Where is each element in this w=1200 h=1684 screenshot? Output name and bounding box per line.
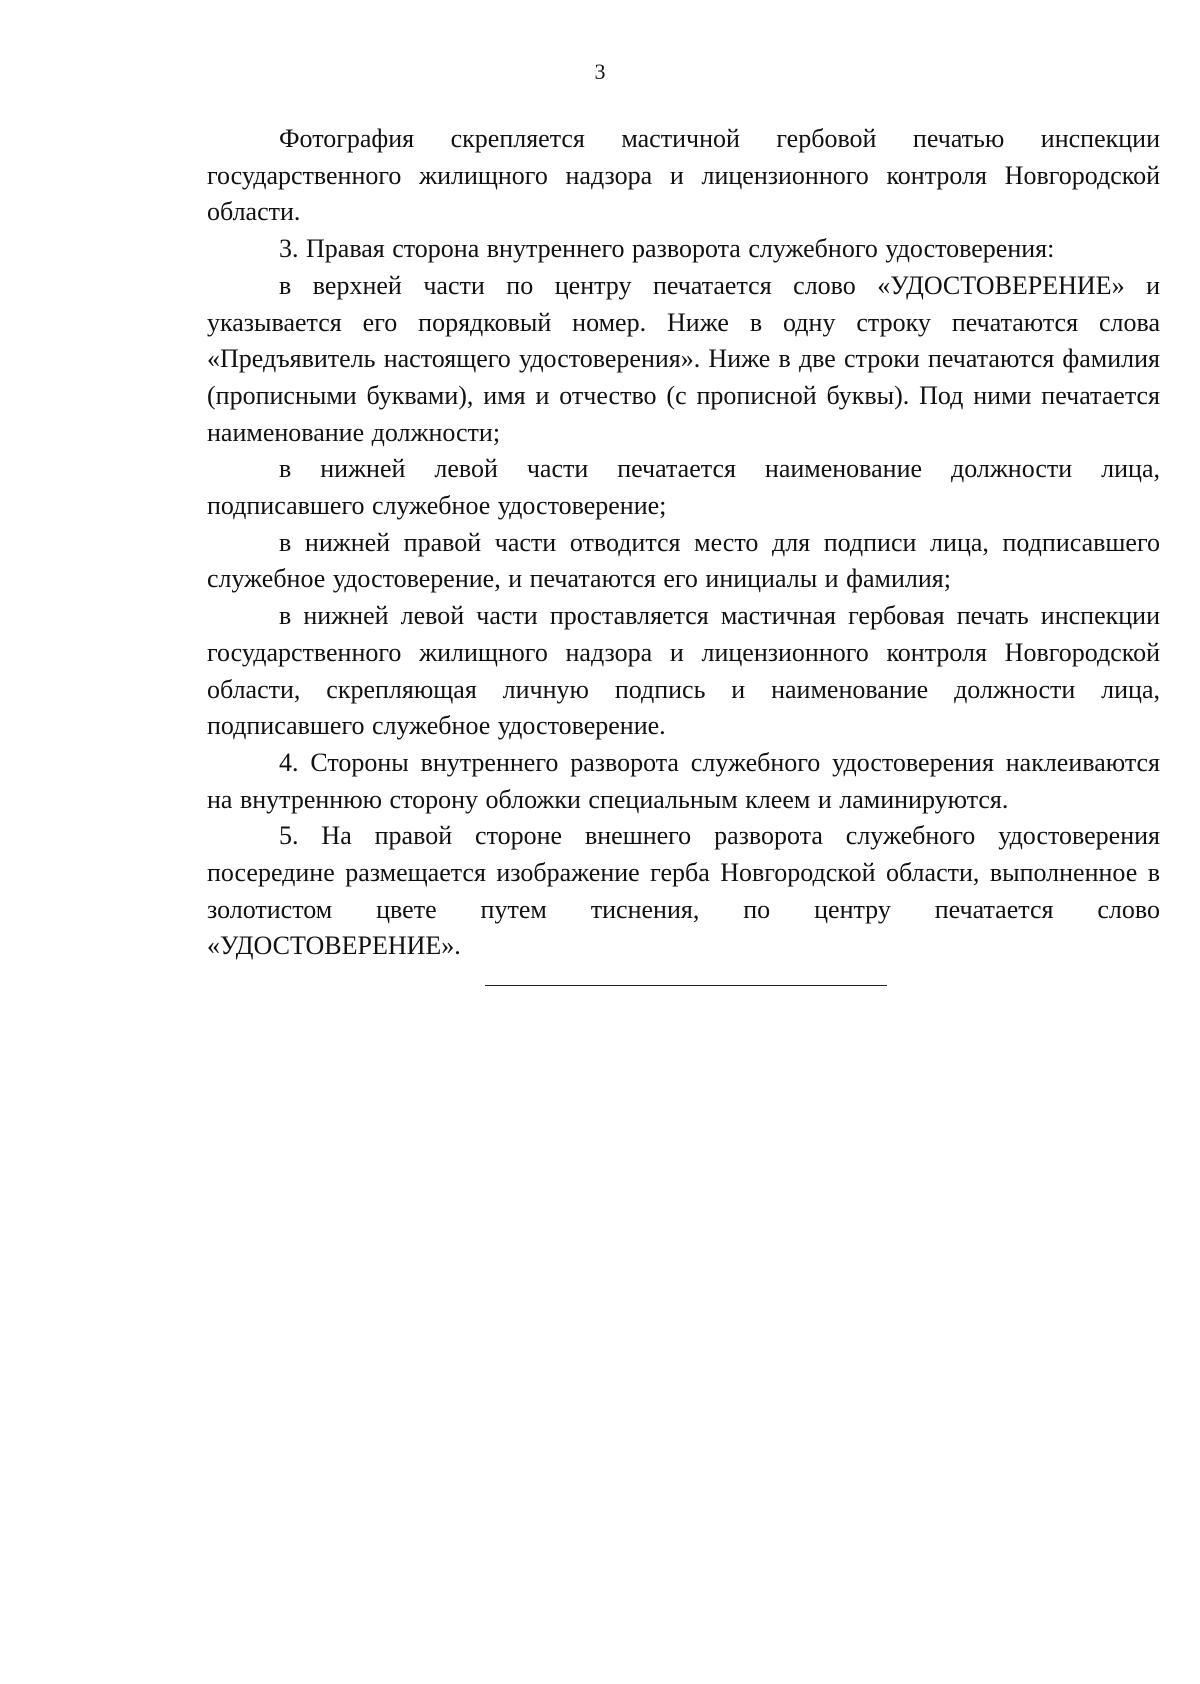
document-body	[207, 121, 1160, 986]
paragraph-top-part: в верхней части по центру печатается слово «УДОСТОВЕРЕНИЕ» и указывается его порядковый номер. Ниже в одну строку печатаются слова «Предъявитель настоящего удостоверения». Ниже в две строки печатаются фамилия (прописными буквами), имя и отчество (с прописной буквы). Под ними печатается наименование должности;	[207, 270, 1160, 447]
paragraph-photo-seal: Фотография скрепляется мастичной гербовой печатью инспекции государственного жилищного надзора и лицензионного контроля Новгородской области.	[207, 124, 1160, 227]
paragraph-item-3-heading: 3. Правая сторона внутреннего разворота служебного удостоверения:	[279, 234, 1055, 264]
paragraph-item-5: 5. На правой стороне внешнего разворота служебного удостоверения посередине размещается изображение герба Новгородской области, выполненное в золотистом цвете путем тиснения, по центру печатается слово «УДОСТОВЕРЕНИЕ».	[207, 821, 1160, 961]
paragraph-seal-placement: в нижней левой части проставляется мастичная гербовая печать инспекции государственного жилищного надзора и лицензионного контроля Новгородской области, скрепляющая личную подпись и наименование должности лица, подписавшего служебное удостоверение.	[207, 601, 1160, 741]
end-divider-line	[485, 985, 887, 986]
paragraph-bottom-left-part: в нижней левой части печатается наименование должности лица, подписавшего служебное удостоверение;	[207, 454, 1160, 521]
paragraph-bottom-right-part: в нижней правой части отводится место для подписи лица, подписавшего служебное удостоверение, и печатаются его инициалы и фамилия;	[207, 527, 1160, 594]
paragraph-item-4: 4. Стороны внутреннего разворота служебного удостоверения наклеиваются на внутреннюю сторону обложки специальным клеем и ламинируются.	[207, 747, 1160, 814]
page-number: 3	[594, 59, 606, 84]
